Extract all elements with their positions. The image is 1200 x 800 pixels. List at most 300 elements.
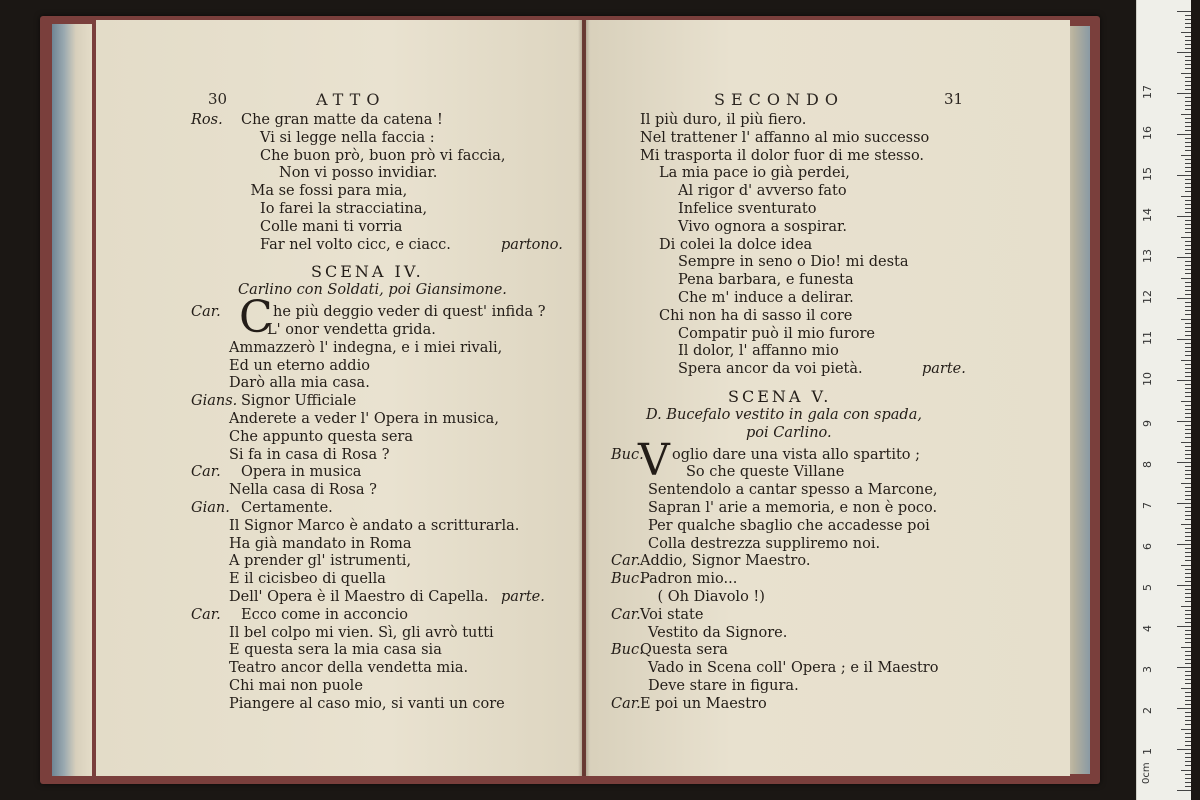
ruler-tick	[1185, 138, 1191, 139]
ruler-tick	[1185, 126, 1191, 127]
ruler-tick	[1177, 216, 1191, 217]
ruler-tick	[1185, 491, 1191, 492]
ruler-tick	[1181, 524, 1191, 525]
ruler-tick	[1185, 724, 1191, 725]
verse-line: Ha già mandato in Roma	[229, 535, 412, 552]
speaker-label: Ros.	[191, 112, 223, 128]
verse-line: Ecco come in acconcio	[241, 606, 408, 623]
ruler-tick	[1185, 85, 1191, 86]
ruler-number: 4	[1141, 625, 1154, 632]
verse-line: he più deggio veder di quest' infida ?	[273, 304, 546, 321]
verse-line: Signor Ufficiale	[241, 393, 357, 410]
verse-line: Vado in Scena coll' Opera ; e il Maestro	[648, 660, 939, 677]
ruler-tick	[1185, 191, 1191, 192]
ruler-tick	[1181, 73, 1191, 74]
ruler-tick	[1185, 593, 1191, 594]
verse-line: Darò alla mia casa.	[229, 375, 370, 392]
ruler-tick	[1177, 462, 1191, 463]
verse-line: Anderete a veder l' Opera in musica,	[229, 411, 499, 427]
ruler-tick	[1185, 261, 1191, 262]
ruler-tick	[1181, 401, 1191, 402]
ruler-tick	[1185, 454, 1191, 455]
page-edges-left	[52, 24, 92, 776]
ruler-tick	[1185, 560, 1191, 561]
verse-line: Vi si legge nella faccia :	[260, 129, 435, 146]
ruler-tick	[1185, 765, 1191, 766]
verse-line: So che queste Villane	[686, 464, 845, 481]
ruler-tick	[1185, 466, 1191, 467]
verse-line: Far nel volto cicc, e ciacc.	[260, 236, 451, 253]
ruler-tick	[1185, 150, 1191, 151]
ruler-tick	[1177, 421, 1191, 422]
ruler-tick	[1177, 11, 1191, 12]
ruler-tick	[1185, 413, 1191, 414]
ruler-number: 2	[1141, 707, 1154, 714]
verse-line: ( Oh Diavolo !)	[657, 589, 765, 605]
ruler-number: 8	[1141, 461, 1154, 468]
verse-line: Questa sera	[640, 642, 728, 659]
verse-line: Che gran matte da catena !	[241, 112, 443, 128]
scene-title: SCENA V.	[728, 387, 832, 406]
verse-line: Certamente.	[241, 500, 333, 516]
verse-line: Infelice sventurato	[678, 201, 817, 217]
ruler-tick	[1181, 32, 1191, 33]
page-number: 31	[944, 90, 964, 108]
ruler-tick	[1181, 319, 1191, 320]
ruler-number: 10	[1141, 372, 1154, 386]
ruler-tick	[1181, 565, 1191, 566]
verse-line: Sempre in seno o Dio! mi desta	[678, 254, 909, 271]
ruler-tick	[1185, 269, 1191, 270]
ruler-tick	[1181, 155, 1191, 156]
ruler-tick	[1185, 696, 1191, 697]
ruler-tick	[1185, 331, 1191, 332]
speaker-label: Gians.	[191, 393, 238, 410]
ruler-tick	[1185, 630, 1191, 631]
ruler-tick	[1185, 671, 1191, 672]
ruler-tick	[1177, 544, 1191, 545]
verse-line: Colle mani ti vorria	[260, 218, 403, 235]
ruler-tick	[1185, 692, 1191, 693]
ruler-tick	[1177, 93, 1191, 94]
ruler-tick	[1185, 450, 1191, 451]
ruler-number: 3	[1141, 666, 1154, 673]
ruler-tick	[1177, 380, 1191, 381]
ruler-tick	[1185, 146, 1191, 147]
ruler-tick	[1185, 68, 1191, 69]
ruler-tick	[1185, 167, 1191, 168]
verse-line: Il dolor, l' affanno mio	[678, 343, 839, 360]
ruler-number: 12	[1141, 290, 1154, 304]
ruler-tick	[1185, 663, 1191, 664]
ruler-tick	[1185, 577, 1191, 578]
ruler-tick	[1177, 790, 1191, 791]
ruler-tick	[1185, 716, 1191, 717]
ruler-number: 13	[1141, 249, 1154, 263]
ruler-tick	[1185, 27, 1191, 28]
ruler-tick	[1185, 507, 1191, 508]
ruler-tick	[1177, 585, 1191, 586]
verse-line: Di colei la dolce idea	[659, 236, 813, 253]
verse-line: E questa sera la mia casa sia	[229, 642, 442, 659]
running-header: SECONDO	[714, 90, 844, 109]
ruler-tick	[1177, 503, 1191, 504]
verse-line: La mia pace io già perdei,	[659, 165, 850, 182]
verse-line: E poi un Maestro	[640, 695, 767, 712]
ruler-tick	[1185, 614, 1191, 615]
ruler-tick	[1181, 770, 1191, 771]
ruler-tick	[1177, 339, 1191, 340]
ruler-tick	[1185, 364, 1191, 365]
ruler-tick	[1185, 48, 1191, 49]
ruler-tick	[1185, 44, 1191, 45]
verse-line: Il più duro, il più fiero.	[640, 112, 807, 128]
ruler-number: 16	[1141, 126, 1154, 140]
verse-line: Spera ancor da voi pietà.	[678, 361, 863, 378]
ruler-tick	[1185, 109, 1191, 110]
ruler-tick	[1185, 171, 1191, 172]
verse-line: Pena barbara, e funesta	[678, 272, 854, 289]
ruler-tick	[1185, 499, 1191, 500]
verse-line: Che appunto questa sera	[229, 428, 413, 445]
drop-cap: V	[638, 434, 670, 486]
ruler-tick	[1185, 733, 1191, 734]
ruler-tick	[1185, 323, 1191, 324]
speaker-label: Car.	[611, 695, 641, 712]
ruler-number: 5	[1141, 584, 1154, 591]
ruler-tick	[1185, 64, 1191, 65]
speaker-label: Car.	[191, 464, 221, 481]
ruler-tick	[1185, 282, 1191, 283]
ruler-tick	[1185, 753, 1191, 754]
ruler-tick	[1185, 622, 1191, 623]
ruler-tick	[1185, 355, 1191, 356]
verse-line: Padron mio...	[640, 571, 738, 588]
stage-direction: parte.	[922, 361, 966, 378]
ruler-tick	[1185, 265, 1191, 266]
ruler-tick	[1185, 376, 1191, 377]
verse-line: Al rigor d' avverso fato	[678, 183, 847, 200]
ruler-number: 17	[1141, 85, 1154, 99]
ruler-tick	[1185, 446, 1191, 447]
verse-line: Io farei la stracciatina,	[260, 201, 428, 217]
ruler-tick	[1185, 679, 1191, 680]
book-gutter	[578, 20, 590, 776]
ruler-tick	[1185, 40, 1191, 41]
ruler-tick	[1177, 749, 1191, 750]
speaker-label: Car.	[611, 606, 641, 623]
measurement-ruler	[1136, 0, 1191, 800]
ruler-tick	[1185, 417, 1191, 418]
verse-line: Vestito da Signore.	[648, 624, 788, 641]
ruler-tick	[1185, 347, 1191, 348]
ruler-tick	[1185, 351, 1191, 352]
verse-line: Per qualche sbaglio che accadesse poi	[648, 517, 930, 534]
stage-direction: partono.	[501, 236, 563, 253]
ruler-tick	[1185, 487, 1191, 488]
ruler-number: 14	[1141, 208, 1154, 222]
verse-line: Mi trasporta il dolor fuor di me stesso.	[640, 147, 925, 164]
ruler-tick	[1185, 142, 1191, 143]
verse-line: Nella casa di Rosa ?	[229, 482, 377, 499]
ruler-tick	[1185, 405, 1191, 406]
ruler-number: 15	[1141, 167, 1154, 181]
ruler-tick	[1185, 458, 1191, 459]
speaker-label: Car.	[191, 606, 221, 623]
ruler-tick	[1185, 556, 1191, 557]
ruler-tick	[1185, 122, 1191, 123]
ruler-tick	[1185, 302, 1191, 303]
drop-cap: C	[239, 292, 273, 344]
ruler-tick	[1185, 745, 1191, 746]
verse-line: Voi state	[640, 606, 704, 623]
verse-line: Sapran l' arie a memoria, e non è poco.	[648, 500, 938, 516]
ruler-tick	[1181, 442, 1191, 443]
ruler-tick	[1185, 712, 1191, 713]
ruler-tick	[1185, 540, 1191, 541]
ruler-number: 6	[1141, 543, 1154, 550]
ruler-tick	[1185, 478, 1191, 479]
ruler-tick	[1185, 335, 1191, 336]
ruler-tick	[1185, 536, 1191, 537]
ruler-tick	[1185, 601, 1191, 602]
ruler-tick	[1185, 183, 1191, 184]
ruler-tick	[1185, 569, 1191, 570]
ruler-number: 9	[1141, 420, 1154, 427]
ruler-tick	[1185, 659, 1191, 660]
ruler-tick	[1185, 200, 1191, 201]
ruler-tick	[1185, 704, 1191, 705]
ruler-tick	[1185, 552, 1191, 553]
ruler-tick	[1185, 241, 1191, 242]
ruler-tick	[1185, 384, 1191, 385]
ruler-tick	[1185, 118, 1191, 119]
verse-line: Sentendolo a cantar spesso a Marcone,	[648, 482, 938, 499]
ruler-tick	[1185, 224, 1191, 225]
speaker-label: Gian.	[191, 500, 230, 516]
verse-line: Che buon prò, buon prò vi faccia,	[260, 147, 506, 164]
ruler-tick	[1185, 532, 1191, 533]
ruler-tick	[1185, 495, 1191, 496]
ruler-tick	[1185, 761, 1191, 762]
verse-line: Addio, Signor Maestro.	[640, 553, 811, 570]
ruler-tick	[1185, 474, 1191, 475]
verse-line: L' onor vendetta grida.	[267, 322, 436, 338]
ruler-unit-label: 0cm	[1141, 762, 1152, 784]
ruler-tick	[1185, 81, 1191, 82]
ruler-tick	[1185, 782, 1191, 783]
ruler-tick	[1185, 511, 1191, 512]
ruler-tick	[1185, 294, 1191, 295]
ruler-tick	[1177, 52, 1191, 53]
ruler-tick	[1185, 159, 1191, 160]
ruler-tick	[1181, 483, 1191, 484]
verse-line: Dell' Opera è il Maestro di Capella.	[229, 589, 489, 605]
ruler-number: 7	[1141, 502, 1154, 509]
scene-description: poi Carlino.	[746, 424, 832, 441]
ruler-tick	[1185, 720, 1191, 721]
scene-description: Carlino con Soldati, poi Giansimone.	[238, 282, 507, 299]
verse-line: Ma se fossi para mia,	[250, 183, 408, 200]
ruler-tick	[1177, 667, 1191, 668]
verse-line: E il cicisbeo di quella	[229, 571, 386, 588]
ruler-tick	[1185, 343, 1191, 344]
ruler-tick	[1185, 77, 1191, 78]
ruler-tick	[1185, 187, 1191, 188]
ruler-tick	[1185, 327, 1191, 328]
ruler-tick	[1185, 23, 1191, 24]
ruler-tick	[1185, 253, 1191, 254]
ruler-tick	[1181, 360, 1191, 361]
ruler-tick	[1185, 19, 1191, 20]
ruler-tick	[1185, 249, 1191, 250]
verse-line: Chi non ha di sasso il core	[659, 307, 853, 324]
page-number: 30	[208, 90, 228, 108]
speaker-label: Buc.	[611, 571, 644, 588]
ruler-tick	[1185, 675, 1191, 676]
ruler-tick	[1185, 97, 1191, 98]
ruler-tick	[1185, 573, 1191, 574]
ruler-tick	[1177, 708, 1191, 709]
ruler-tick	[1185, 778, 1191, 779]
ruler-tick	[1185, 737, 1191, 738]
verse-line: Vivo ognora a sospirar.	[678, 218, 847, 235]
ruler-tick	[1185, 774, 1191, 775]
ruler-tick	[1185, 433, 1191, 434]
verse-line: Ed un eterno addio	[229, 357, 370, 374]
ruler-tick	[1185, 655, 1191, 656]
ruler-tick	[1185, 786, 1191, 787]
ruler-tick	[1181, 196, 1191, 197]
verse-line: Non vi posso invidiar.	[279, 165, 438, 182]
ruler-tick	[1185, 306, 1191, 307]
ruler-tick	[1185, 528, 1191, 529]
ruler-tick	[1185, 757, 1191, 758]
right-page	[586, 20, 1070, 776]
ruler-tick	[1185, 700, 1191, 701]
ruler-tick	[1185, 515, 1191, 516]
ruler-tick	[1185, 56, 1191, 57]
ruler-tick	[1177, 298, 1191, 299]
ruler-tick	[1185, 388, 1191, 389]
verse-line: Chi mai non puole	[229, 678, 363, 694]
verse-line: Teatro ancor della vendetta mia.	[229, 660, 469, 677]
ruler-tick	[1185, 15, 1191, 16]
ruler-tick	[1185, 683, 1191, 684]
ruler-tick	[1185, 314, 1191, 315]
verse-line: oglio dare una vista allo spartito ;	[672, 446, 921, 463]
scene-title: SCENA IV.	[311, 262, 424, 282]
ruler-tick	[1185, 212, 1191, 213]
ruler-tick	[1181, 688, 1191, 689]
ruler-tick	[1185, 581, 1191, 582]
ruler-tick	[1185, 105, 1191, 106]
ruler-tick	[1185, 392, 1191, 393]
ruler-tick	[1181, 729, 1191, 730]
ruler-tick	[1185, 232, 1191, 233]
ruler-tick	[1185, 618, 1191, 619]
running-header: ATTO	[316, 90, 386, 109]
ruler-tick	[1185, 429, 1191, 430]
ruler-tick	[1185, 651, 1191, 652]
verse-line: Si fa in casa di Rosa ?	[229, 446, 390, 463]
ruler-tick	[1185, 634, 1191, 635]
ruler-tick	[1185, 179, 1191, 180]
ruler-tick	[1185, 470, 1191, 471]
ruler-tick	[1181, 237, 1191, 238]
verse-line: Ammazzerò l' indegna, e i miei rivali,	[229, 339, 503, 356]
ruler-tick	[1185, 425, 1191, 426]
speaker-label: Car.	[611, 553, 641, 570]
ruler-tick	[1185, 638, 1191, 639]
verse-line: Che m' induce a delirar.	[678, 290, 854, 306]
speaker-label: Car.	[191, 304, 221, 321]
ruler-tick	[1181, 647, 1191, 648]
ruler-tick	[1185, 642, 1191, 643]
ruler-tick	[1185, 589, 1191, 590]
ruler-tick	[1185, 548, 1191, 549]
left-page	[96, 20, 582, 776]
ruler-number: 1	[1141, 748, 1154, 755]
verse-line: A prender gl' istrumenti,	[229, 553, 412, 570]
ruler-tick	[1185, 368, 1191, 369]
ruler-tick	[1181, 278, 1191, 279]
verse-line: Colla destrezza suppliremo noi.	[648, 535, 881, 552]
ruler-tick	[1185, 597, 1191, 598]
ruler-tick	[1185, 610, 1191, 611]
verse-line: Il Signor Marco è andato a scritturarla.	[229, 517, 520, 534]
ruler-tick	[1185, 89, 1191, 90]
verse-line: Nel trattener l' affanno al mio successo	[640, 129, 930, 146]
ruler-tick	[1185, 101, 1191, 102]
ruler-tick	[1185, 519, 1191, 520]
ruler-tick	[1185, 396, 1191, 397]
verse-line: Compatir può il mio furore	[678, 325, 875, 342]
scene-description: D. Bucefalo vestito in gala con spada,	[646, 407, 922, 423]
ruler-tick	[1185, 372, 1191, 373]
verse-line: Opera in musica	[241, 464, 362, 481]
ruler-tick	[1185, 60, 1191, 61]
ruler-tick	[1177, 257, 1191, 258]
verse-line: Deve stare in figura.	[648, 678, 799, 694]
ruler-tick	[1185, 36, 1191, 37]
ruler-tick	[1185, 204, 1191, 205]
verse-line: Piangere al caso mio, si vanti un core	[229, 695, 505, 712]
ruler-tick	[1185, 409, 1191, 410]
ruler-tick	[1185, 130, 1191, 131]
ruler-tick	[1185, 437, 1191, 438]
stage-direction: parte.	[501, 589, 545, 605]
ruler-tick	[1185, 163, 1191, 164]
ruler-tick	[1177, 626, 1191, 627]
speaker-label: Buc.	[611, 446, 644, 463]
ruler-number: 11	[1141, 331, 1154, 345]
ruler-tick	[1185, 208, 1191, 209]
ruler-tick	[1177, 175, 1191, 176]
speaker-label: Buc.	[611, 642, 644, 659]
verse-line: Il bel colpo mi vien. Sì, gli avrò tutti	[229, 624, 494, 641]
ruler-tick	[1185, 220, 1191, 221]
ruler-tick	[1185, 741, 1191, 742]
ruler-tick	[1185, 245, 1191, 246]
ruler-tick	[1185, 310, 1191, 311]
ruler-tick	[1181, 114, 1191, 115]
ruler-tick	[1181, 606, 1191, 607]
ruler-tick	[1185, 286, 1191, 287]
ruler-tick	[1177, 134, 1191, 135]
ruler-tick	[1185, 290, 1191, 291]
ruler-tick	[1185, 228, 1191, 229]
